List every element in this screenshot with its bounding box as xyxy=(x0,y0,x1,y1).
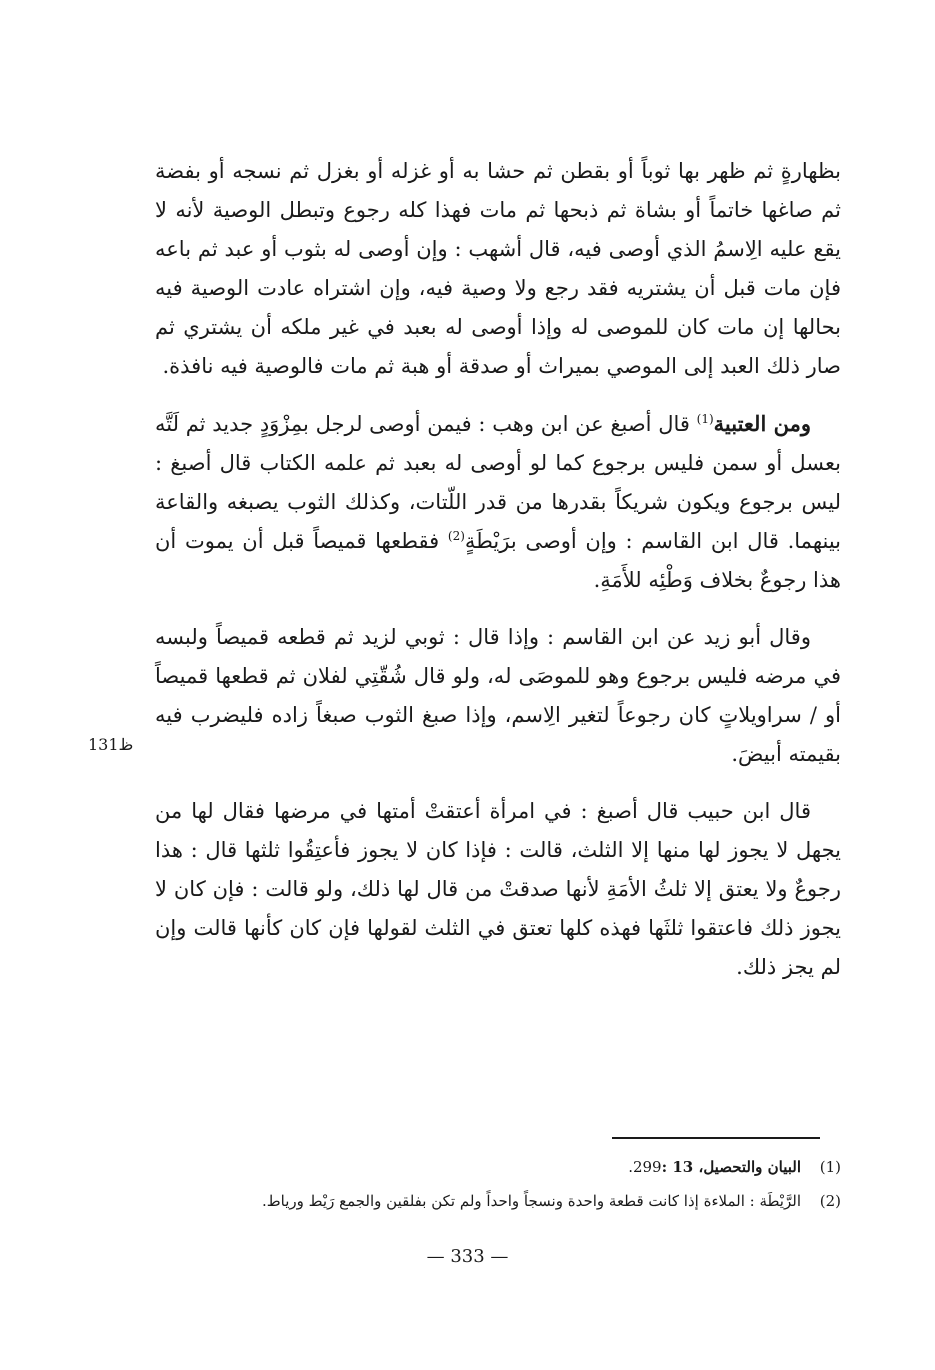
line: أصبغ : ليس برجوع ويكون شريكاً بقدرها من قدر اللّتات، وكذلك الثوب xyxy=(155,451,841,514)
line: ثم صاغها خاتماً أو بشاة ثم ذبحها ثم مات فهذا كله رجوع وتبطل الوصية لأنه xyxy=(175,198,842,222)
line: بقيمته أبيضَ. xyxy=(731,742,841,766)
footnote-ref-2: (2) xyxy=(447,529,465,543)
footnote-number: (1) xyxy=(819,1158,841,1176)
line: لا يقع عليه الِاسمُ الذي أوصى فيه، قال أشهب : وإن أوصى له بثوب أو عبد ثم xyxy=(155,198,841,261)
paragraph-1 xyxy=(155,152,841,386)
source-title: ومن العتبية xyxy=(713,411,811,436)
line: يجهل لا يجوز لها منها إلا الثلث، قالت : فإذا كان لا يجوز فأعتِقُوا ثلثها قال : xyxy=(190,838,841,862)
footnote-text: الرَّيْطَة : الملاءة إذا كانت قطعة واحدة ونسجاً واحداً ولم تكن بفلقين والجمع رَيْط ورياط. xyxy=(262,1192,801,1210)
footnote-ref-1: (1) xyxy=(696,412,714,426)
footnotes xyxy=(155,1150,841,1218)
line: قال ابن حبيب قال أصبغ : في امرأة أعتقتْ أمتها في مرضها فقال لها من xyxy=(155,799,811,823)
paragraph-4 xyxy=(155,792,841,987)
line: يصبغه والقاعة بينهما. قال ابن القاسم : وإن أوصى برَيْطَةٍ xyxy=(155,490,842,553)
paragraph-3 xyxy=(155,618,841,774)
footnote-text: 299. xyxy=(628,1158,662,1176)
line: في مرضه فليس برجوع وهو للموصَى له، ولو قال شُقّتِي لفلان ثم قطعها قميصاً xyxy=(155,664,841,688)
line: ثم لَتَّه بعسل أو سمن فليس برجوع كما لو أوصى له بعبد ثم علمه الكتاب قال xyxy=(155,412,841,475)
footnote-2 xyxy=(155,1184,841,1218)
line: صار ذلك العبد إلى الموصي بميراث أو صدقة أو هبة ثم مات فالوصية فيه نافذة. xyxy=(162,354,841,378)
line: وقال أبو زيد عن ابن القاسم : وإذا قال : ثوبي لزيد ثم قطعه قميصاً ولبسه xyxy=(155,625,811,649)
footnote-number: (2) xyxy=(819,1192,841,1210)
footnote-divider xyxy=(612,1137,820,1139)
footnote-1 xyxy=(155,1150,841,1184)
paragraph-2 xyxy=(155,404,841,600)
page-number: — 333 — xyxy=(426,1246,509,1267)
line: فيه بحالها إن مات كان للموصى له وإذا أوصى له بعبد في غير ملكه أن يشتري ثم xyxy=(155,276,841,339)
line: قال أصبغ عن ابن وهب : فيمن أوصى لرجل بمِزْوَدٍ جديد xyxy=(212,412,697,436)
line: باعه فإن مات قبل أن يشتريه فقد رجع ولا وصية فيه، وإن اشتراه عادت الوصية xyxy=(155,237,841,300)
line: فإن كان لا يجوز ذلك فاعتقوا ثلثَها فهذه كلها تعتق في الثلث لقولها فإن كان xyxy=(155,877,841,940)
line: هذا رجوعٌ ولا يعتق إلا ثلثُ الأمَةِ لأنها صدقتْ من قال لها ذلك، ولو قالت : xyxy=(155,838,841,901)
line: فقطعها قميصاً قبل xyxy=(272,529,448,553)
line: كأنها قالت وإن لم يجز ذلك. xyxy=(155,916,841,979)
line: أو / سراويلاتٍ كان رجوعاً لتغير الِاسم، وإذا صبغ الثوب صبغاً زاده فليضرب فيه xyxy=(155,703,841,727)
line: بظهارةٍ ثم ظهر بها ثوباً أو بقطن ثم حشا به أو غزله أو بغزل ثم نسجه أو بفضة xyxy=(155,159,841,183)
footnote-source: البيان والتحصيل، 13 : xyxy=(661,1158,801,1176)
line: أن يموت أن هذا رجوعٌ بخلاف وَطْئِه للأَمَةِ. xyxy=(155,529,841,592)
manuscript-folio-note: 131ظ xyxy=(88,735,134,754)
main-text xyxy=(155,152,841,1005)
